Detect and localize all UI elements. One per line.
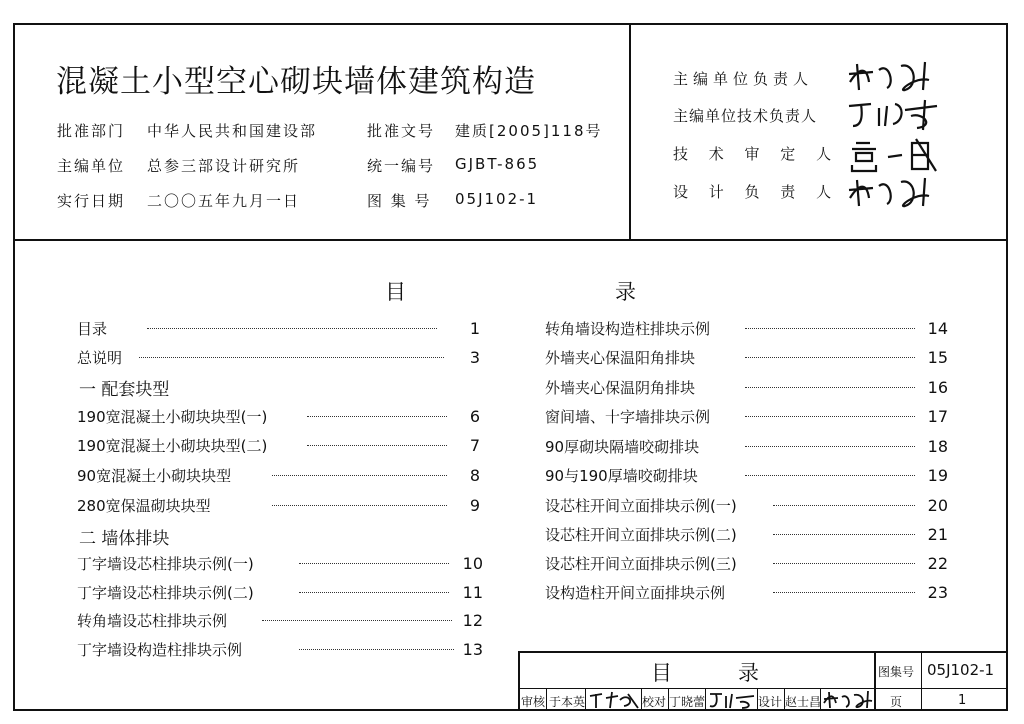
- toc-item-title: 90厚砌块隔墙咬砌排块: [545, 438, 700, 456]
- toc-item-page: 12: [462, 611, 483, 630]
- review-label: 审核: [521, 695, 546, 709]
- leader-dots: [299, 592, 449, 593]
- toc-item[interactable]: [545, 495, 948, 517]
- toc-item[interactable]: [77, 639, 483, 661]
- toc-item-page: 19: [927, 466, 948, 485]
- atlas-no-field-label: 图集号: [878, 665, 915, 679]
- leader-dots: [299, 649, 454, 650]
- leader-dots: [307, 445, 447, 446]
- toc-item-page: 9: [469, 496, 480, 515]
- leader-dots: [745, 446, 915, 447]
- toc-item-page: 17: [927, 407, 948, 426]
- design-name: 赵士昌: [785, 695, 822, 709]
- toc-item-page: 13: [462, 640, 483, 659]
- chief-editor-label: 主编单位负责人: [673, 70, 814, 88]
- toc-item[interactable]: [545, 436, 948, 458]
- toc-item-page: 11: [462, 583, 483, 602]
- toc-item[interactable]: [77, 347, 480, 369]
- signature-check: [708, 690, 756, 710]
- title-block-left-line: [518, 651, 520, 711]
- toc-heading-right: 录: [615, 280, 636, 304]
- approval-dept-label: 批准部门: [57, 122, 126, 140]
- leader-dots: [745, 357, 915, 358]
- leader-dots: [745, 475, 915, 476]
- header-split-line: [629, 23, 631, 240]
- effective-date-value: 二〇〇五年九月一日: [147, 192, 301, 210]
- leader-dots: [745, 328, 915, 329]
- title-block-label-line: [921, 651, 922, 711]
- title-block-top-line: [518, 651, 1008, 653]
- tb-col-line: [585, 689, 586, 711]
- toc-item-title: 设芯柱开间立面排块示例(三): [545, 555, 737, 573]
- toc-item-title: 目录: [77, 320, 108, 338]
- toc-item-title: 窗间墙、十字墙排块示例: [545, 408, 711, 426]
- toc-item-title: 转角墙设构造柱排块示例: [545, 320, 711, 338]
- tb-col-line: [705, 689, 706, 711]
- toc-item[interactable]: [545, 318, 948, 340]
- toc-item-page: 23: [927, 583, 948, 602]
- reviewer-label: 技 术 审 定 人: [673, 145, 840, 163]
- toc-item-title: 设构造柱开间立面排块示例: [545, 584, 726, 602]
- toc-section-heading: 一 配套块型: [79, 380, 170, 400]
- check-name: 丁晓蕾: [669, 695, 706, 709]
- signature-design: [822, 689, 874, 710]
- toc-item[interactable]: [545, 553, 948, 575]
- signature-chief-editor: [845, 56, 945, 96]
- toc-item[interactable]: [545, 582, 948, 604]
- toc-item-title: 丁字墙设芯柱排块示例(一): [77, 555, 254, 573]
- toc-item-page: 20: [927, 496, 948, 515]
- toc-item[interactable]: [545, 465, 948, 487]
- signature-reviewer: [848, 137, 938, 175]
- toc-item[interactable]: [545, 524, 948, 546]
- atlas-title: 混凝土小型空心砌块墙体建筑构造: [56, 64, 536, 100]
- toc-item[interactable]: [77, 610, 483, 632]
- leader-dots: [773, 505, 915, 506]
- atlas-no-value: 05J102-1: [455, 190, 539, 208]
- drawing-name-right: 录: [738, 661, 759, 685]
- toc-item-title: 总说明: [77, 349, 123, 367]
- leader-dots: [272, 475, 447, 476]
- title-block-split-line: [874, 651, 876, 711]
- toc-item[interactable]: [77, 435, 480, 457]
- approval-no-value: 建质[2005]118号: [455, 122, 603, 140]
- toc-item-title: 设芯柱开间立面排块示例(二): [545, 526, 737, 544]
- atlas-no-label: 图 集 号: [367, 192, 432, 210]
- toc-item-page: 15: [927, 348, 948, 367]
- page-field-value: 1: [958, 693, 967, 708]
- toc-item-page: 18: [927, 437, 948, 456]
- leader-dots: [272, 505, 447, 506]
- toc-item-page: 6: [469, 407, 480, 426]
- toc-item-title: 外墙夹心保温阴角排块: [545, 379, 696, 397]
- atlas-no-field-value: 05J102-1: [927, 661, 995, 679]
- toc-section-heading: 二 墙体排块: [79, 529, 170, 549]
- toc-item-title: 90与190厚墙咬砌排块: [545, 467, 698, 485]
- approval-dept-value: 中华人民共和国建设部: [147, 122, 318, 140]
- toc-item[interactable]: [77, 582, 483, 604]
- toc-item-title: 90宽混凝土小砌块块型: [77, 467, 232, 485]
- leader-dots: [299, 563, 449, 564]
- toc-item-title: 转角墙设芯柱排块示例: [77, 612, 228, 630]
- leader-dots: [262, 620, 452, 621]
- toc-item[interactable]: [77, 553, 483, 575]
- leader-dots: [773, 534, 915, 535]
- leader-dots: [139, 357, 444, 358]
- toc-item-title: 190宽混凝土小砌块块型(二): [77, 437, 268, 455]
- signature-review: [588, 690, 640, 710]
- toc-item-page: 7: [469, 436, 480, 455]
- toc-item-page: 1: [469, 319, 480, 338]
- title-block-mid-line: [518, 688, 1008, 689]
- leader-dots: [147, 328, 437, 329]
- approval-no-label: 批准文号: [367, 122, 436, 140]
- toc-item-page: 10: [462, 554, 483, 573]
- leader-dots: [745, 387, 915, 388]
- toc-item-page: 3: [469, 348, 480, 367]
- toc-item[interactable]: [77, 406, 480, 428]
- toc-item[interactable]: [545, 377, 948, 399]
- effective-date-label: 实行日期: [57, 192, 126, 210]
- check-label: 校对: [642, 695, 667, 709]
- toc-item-title: 外墙夹心保温阳角排块: [545, 349, 696, 367]
- toc-item-title: 设芯柱开间立面排块示例(一): [545, 497, 737, 515]
- review-name: 于本英: [549, 695, 586, 709]
- toc-item-title: 280宽保温砌块块型: [77, 497, 211, 515]
- header-divider: [13, 239, 1008, 241]
- toc-item-page: 21: [927, 525, 948, 544]
- editor-unit-value: 总参三部设计研究所: [147, 157, 301, 175]
- leader-dots: [773, 592, 915, 593]
- unified-no-value: GJBT-865: [455, 155, 540, 173]
- toc-item-page: 22: [927, 554, 948, 573]
- editor-unit-label: 主编单位: [57, 157, 126, 175]
- page-field-label: 页: [890, 695, 903, 709]
- toc-item[interactable]: [545, 406, 948, 428]
- toc-item-title: 丁字墙设构造柱排块示例: [77, 641, 243, 659]
- toc-item-page: 16: [927, 378, 948, 397]
- toc-item-page: 8: [469, 466, 480, 485]
- toc-heading-left: 目: [385, 280, 406, 304]
- design-lead-label: 设 计 负 责 人: [673, 183, 840, 201]
- toc-item[interactable]: [545, 347, 948, 369]
- toc-item-page: 14: [927, 319, 948, 338]
- drawing-name-left: 目: [651, 661, 672, 685]
- toc-item[interactable]: [77, 465, 480, 487]
- toc-item-title: 190宽混凝土小砌块块型(一): [77, 408, 268, 426]
- signature-tech-chief: [845, 96, 945, 134]
- toc-item-title: 丁字墙设芯柱排块示例(二): [77, 584, 254, 602]
- design-label: 设计: [758, 695, 783, 709]
- leader-dots: [307, 416, 447, 417]
- unified-no-label: 统一编号: [367, 157, 436, 175]
- leader-dots: [745, 416, 915, 417]
- toc-item[interactable]: [77, 318, 480, 340]
- leader-dots: [773, 563, 915, 564]
- tech-chief-label: 主编单位技术负责人: [673, 107, 818, 125]
- tb-col-line: [546, 689, 547, 711]
- toc-item[interactable]: [77, 495, 480, 517]
- signature-design-lead: [845, 172, 945, 212]
